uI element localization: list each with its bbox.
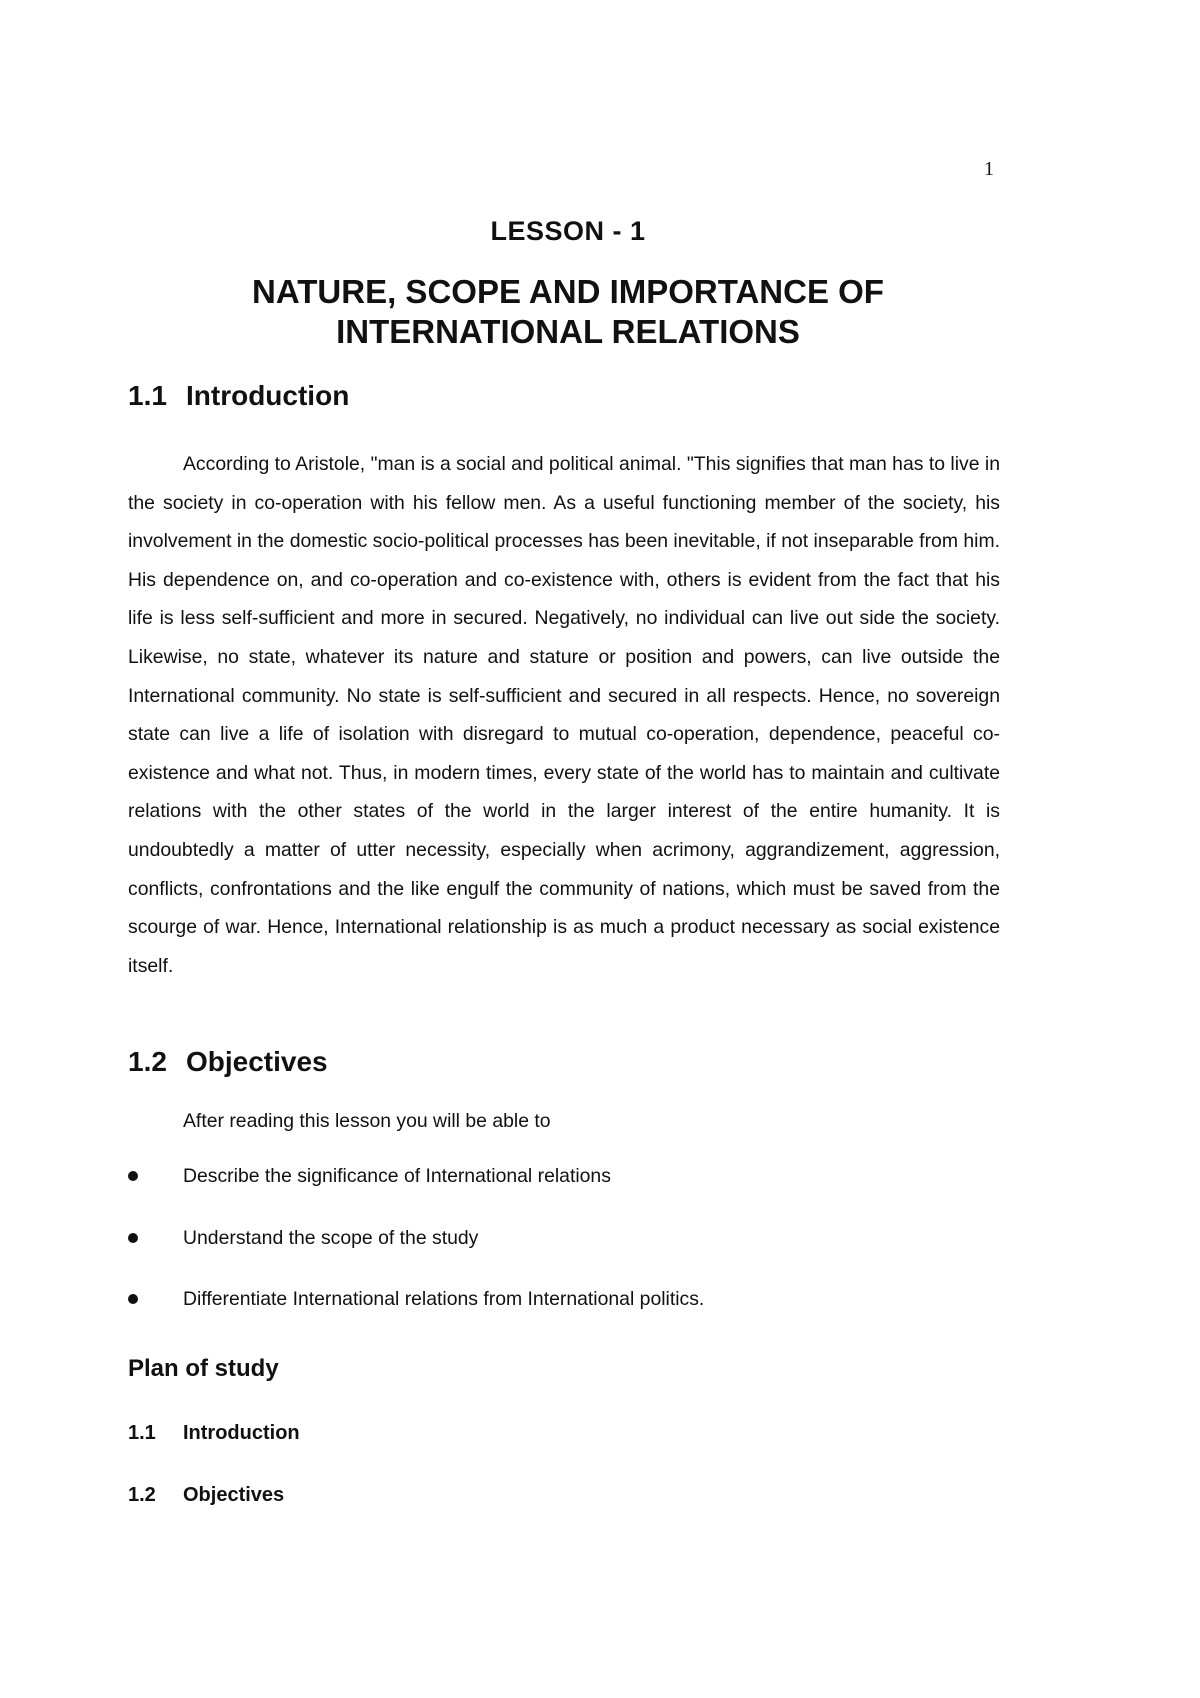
- list-item-text: Differentiate International relations from International politics.: [183, 1288, 705, 1310]
- section-heading-introduction: [128, 380, 349, 412]
- plan-item-label: Objectives: [183, 1484, 285, 1506]
- introduction-paragraph: According to Aristole, "man is a social and political animal. "This signifies that man has to live in the society in co-operation with his fellow men. As a useful functioning member of the society, his involvement in the domestic socio-political processes has been inevitable, if not inseparable from him. His dependence on, and co-operation and co-existence with, others is evident from the fact that his life is less self-sufficient and more in secured. Negatively, no individual can live out side the society. Likewise, no state, whatever its nature and stature or position and powers, can live outside the International community. No state is self-sufficient and secured in all respects. Hence, no sovereign state can live a life of isolation with disregard to mutual co-operation, dependence, peaceful co-existence and what not. Thus, in modern times, every state of the world has to maintain and cultivate relations with the other states of the world in the larger interest of the entire humanity. It is undoubtedly a matter of utter necessity, especially when acrimony, aggrandizement, aggression, conflicts, confrontations and the like engulf the community of nations, which must be saved from the scourge of war. Hence, International relationship is as much a product necessary as social existence itself.: [128, 453, 1000, 977]
- list-item: [128, 1226, 704, 1288]
- plan-item-number: 1.2: [128, 1484, 156, 1506]
- list-item: [128, 1164, 704, 1226]
- plan-item: [128, 1484, 284, 1507]
- plan-item: [128, 1422, 300, 1445]
- section-number: 1.2: [128, 1046, 167, 1077]
- bullet-icon: [128, 1294, 138, 1304]
- title-line-1: NATURE, SCOPE AND IMPORTANCE OF: [252, 273, 884, 310]
- page-number: 1: [984, 158, 994, 180]
- section-heading-objectives: [128, 1046, 328, 1078]
- section-number: 1.1: [128, 380, 167, 411]
- section-title: Objectives: [186, 1046, 328, 1077]
- title-line-2: INTERNATIONAL RELATIONS: [336, 313, 800, 350]
- list-item-text: Understand the scope of the study: [183, 1226, 479, 1249]
- bullet-icon: [128, 1171, 138, 1181]
- list-item-text: Describe the significance of International relations: [183, 1165, 611, 1187]
- plan-item-label: Introduction: [183, 1422, 300, 1444]
- lesson-label: LESSON - 1: [490, 216, 646, 246]
- plan-of-study-heading: Plan of study: [128, 1355, 279, 1382]
- section-title: Introduction: [186, 380, 350, 411]
- plan-item-number: 1.1: [128, 1422, 156, 1444]
- bullet-icon: [128, 1233, 138, 1243]
- objectives-list: [128, 1164, 704, 1349]
- objectives-lead: After reading this lesson you will be able to: [183, 1110, 551, 1132]
- list-item: [128, 1287, 704, 1349]
- page-title: [0, 272, 1136, 352]
